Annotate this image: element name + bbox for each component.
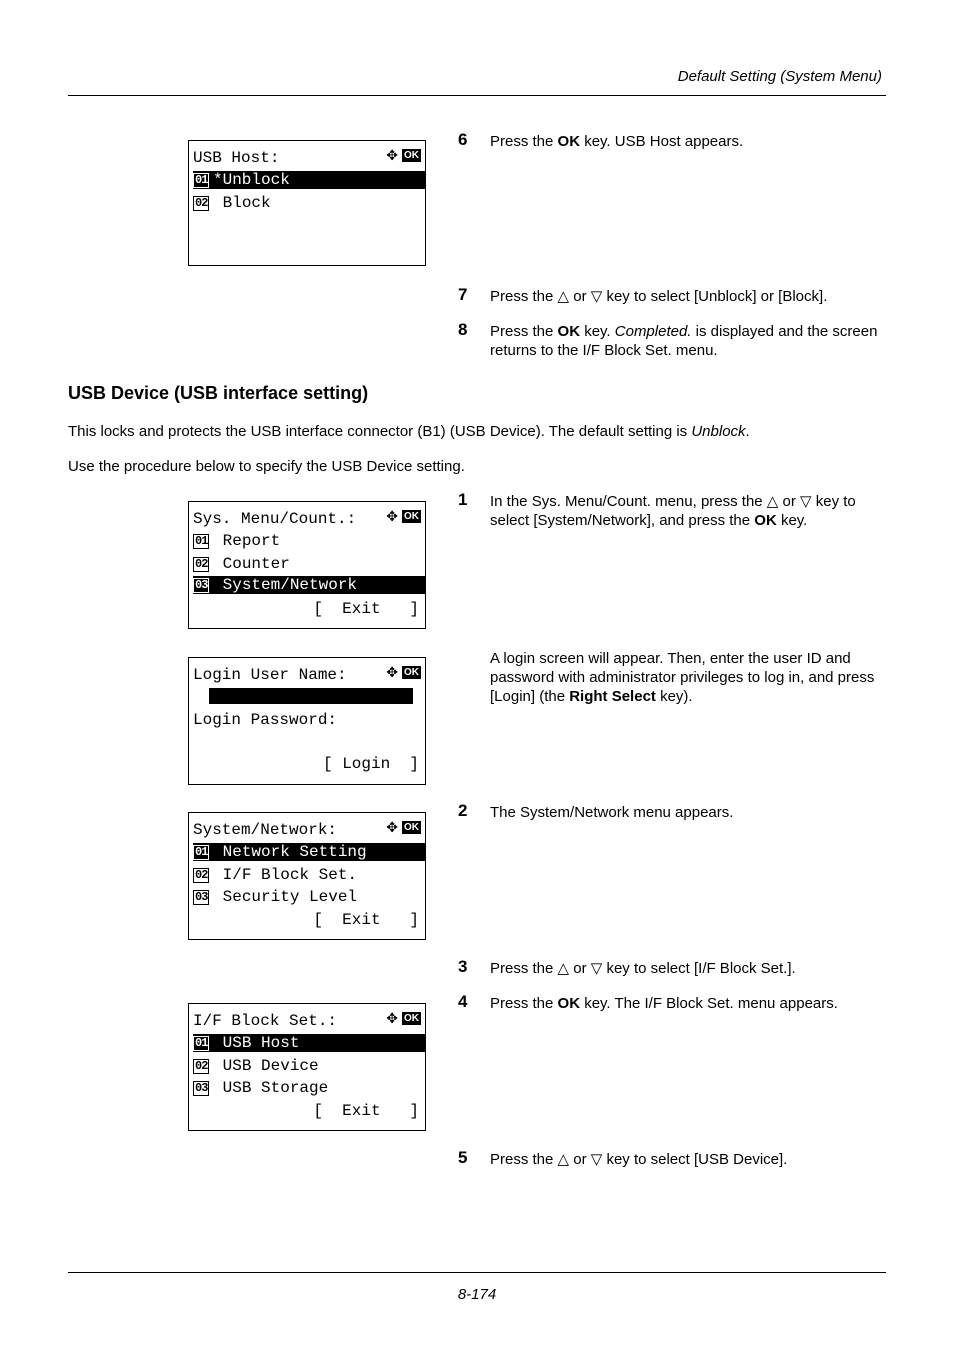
softkey-exit: [ Exit ] <box>313 911 419 929</box>
step-1: 1 In the Sys. Menu/Count. menu, press the △ or ▽ key to select [System/Network], and press the OK key. <box>458 490 856 529</box>
step-6: 6 Press the OK key. USB Host appears. <box>458 130 744 150</box>
cross-arrow-icon: ✥ <box>386 148 398 164</box>
ok-icon: OK <box>404 667 419 678</box>
lcd-screen-usb-host <box>188 140 426 266</box>
menu-row: 02 I/F Block Set. <box>195 866 358 884</box>
softkey-exit: [ Exit ] <box>313 600 419 618</box>
ok-icon: OK <box>404 511 419 522</box>
cross-arrow-icon: ✥ <box>386 509 398 525</box>
header-rule <box>68 95 886 96</box>
menu-row: 01 USB Host <box>193 1034 426 1052</box>
lcd-screen-sys-menu <box>188 501 426 629</box>
softkey-login: [ Login ] <box>322 755 419 773</box>
cursor-arrow-icon: ✥ <box>386 665 398 681</box>
menu-row: 03 USB Storage <box>195 1079 329 1097</box>
nav-ok-icons <box>386 819 421 836</box>
step-7: 7 Press the △ or ▽ key to select [Unblock] or [Block]. <box>458 285 828 305</box>
nav-ok-icons <box>386 664 421 681</box>
menu-row: 02 USB Device <box>195 1057 319 1075</box>
menu-row: 02 Block <box>195 194 271 212</box>
menu-row: 03 System/Network <box>193 576 426 594</box>
cross-arrow-icon: ✥ <box>386 820 398 836</box>
running-header: Default Setting (System Menu) <box>677 68 882 85</box>
screen-title: I/F Block Set.: <box>193 1012 338 1030</box>
ok-icon: OK <box>404 1013 419 1024</box>
screen-title: Login User Name: <box>193 666 347 684</box>
procedure-paragraph: Use the procedure below to specify the USB Device setting. <box>68 458 465 475</box>
screen-title: Sys. Menu/Count.: <box>193 510 357 528</box>
user-name-input <box>209 688 413 704</box>
ok-icon: OK <box>404 150 419 161</box>
menu-row: 01 Report <box>195 532 281 550</box>
menu-row: 03 Security Level <box>195 888 358 906</box>
cross-arrow-icon: ✥ <box>386 1011 398 1027</box>
screen-title: System/Network: <box>193 821 338 839</box>
step-3: 3 Press the △ or ▽ key to select [I/F Block Set.]. <box>458 957 796 977</box>
menu-row: 01 *Unblock <box>193 171 426 189</box>
login-note: A login screen will appear. Then, enter the user ID and password with administrator privileges to log in, and press [Login] (the Right Select key). <box>490 650 875 705</box>
nav-ok-icons <box>386 147 421 164</box>
menu-row: 01 Network Setting <box>193 843 426 861</box>
section-heading: USB Device (USB interface setting) <box>68 383 369 403</box>
intro-paragraph: This locks and protects the USB interface connector (B1) (USB Device). The default setting is Unblock. <box>68 423 750 440</box>
lcd-screen-system-network <box>188 812 426 940</box>
password-label: Login Password: <box>193 711 338 729</box>
lcd-screen-if-block-set <box>188 1003 426 1131</box>
nav-ok-icons <box>386 1010 421 1027</box>
page-number: 8-174 <box>457 1286 497 1303</box>
step-4: 4 Press the OK key. The I/F Block Set. menu appears. <box>458 992 838 1012</box>
footer-rule <box>68 1272 886 1273</box>
lcd-screen-login <box>188 657 426 785</box>
step-2: 2 The System/Network menu appears. <box>458 801 734 821</box>
ok-icon: OK <box>404 822 419 833</box>
nav-ok-icons <box>386 508 421 525</box>
step-8: 8 Press the OK key. Completed. is displayed and the screen returns to the I/F Block Set. menu. <box>458 320 878 359</box>
step-5: 5 Press the △ or ▽ key to select [USB Device]. <box>458 1148 788 1168</box>
menu-row: 02 Counter <box>195 555 290 573</box>
softkey-exit: [ Exit ] <box>313 1102 419 1120</box>
screen-title: USB Host: <box>193 149 280 167</box>
